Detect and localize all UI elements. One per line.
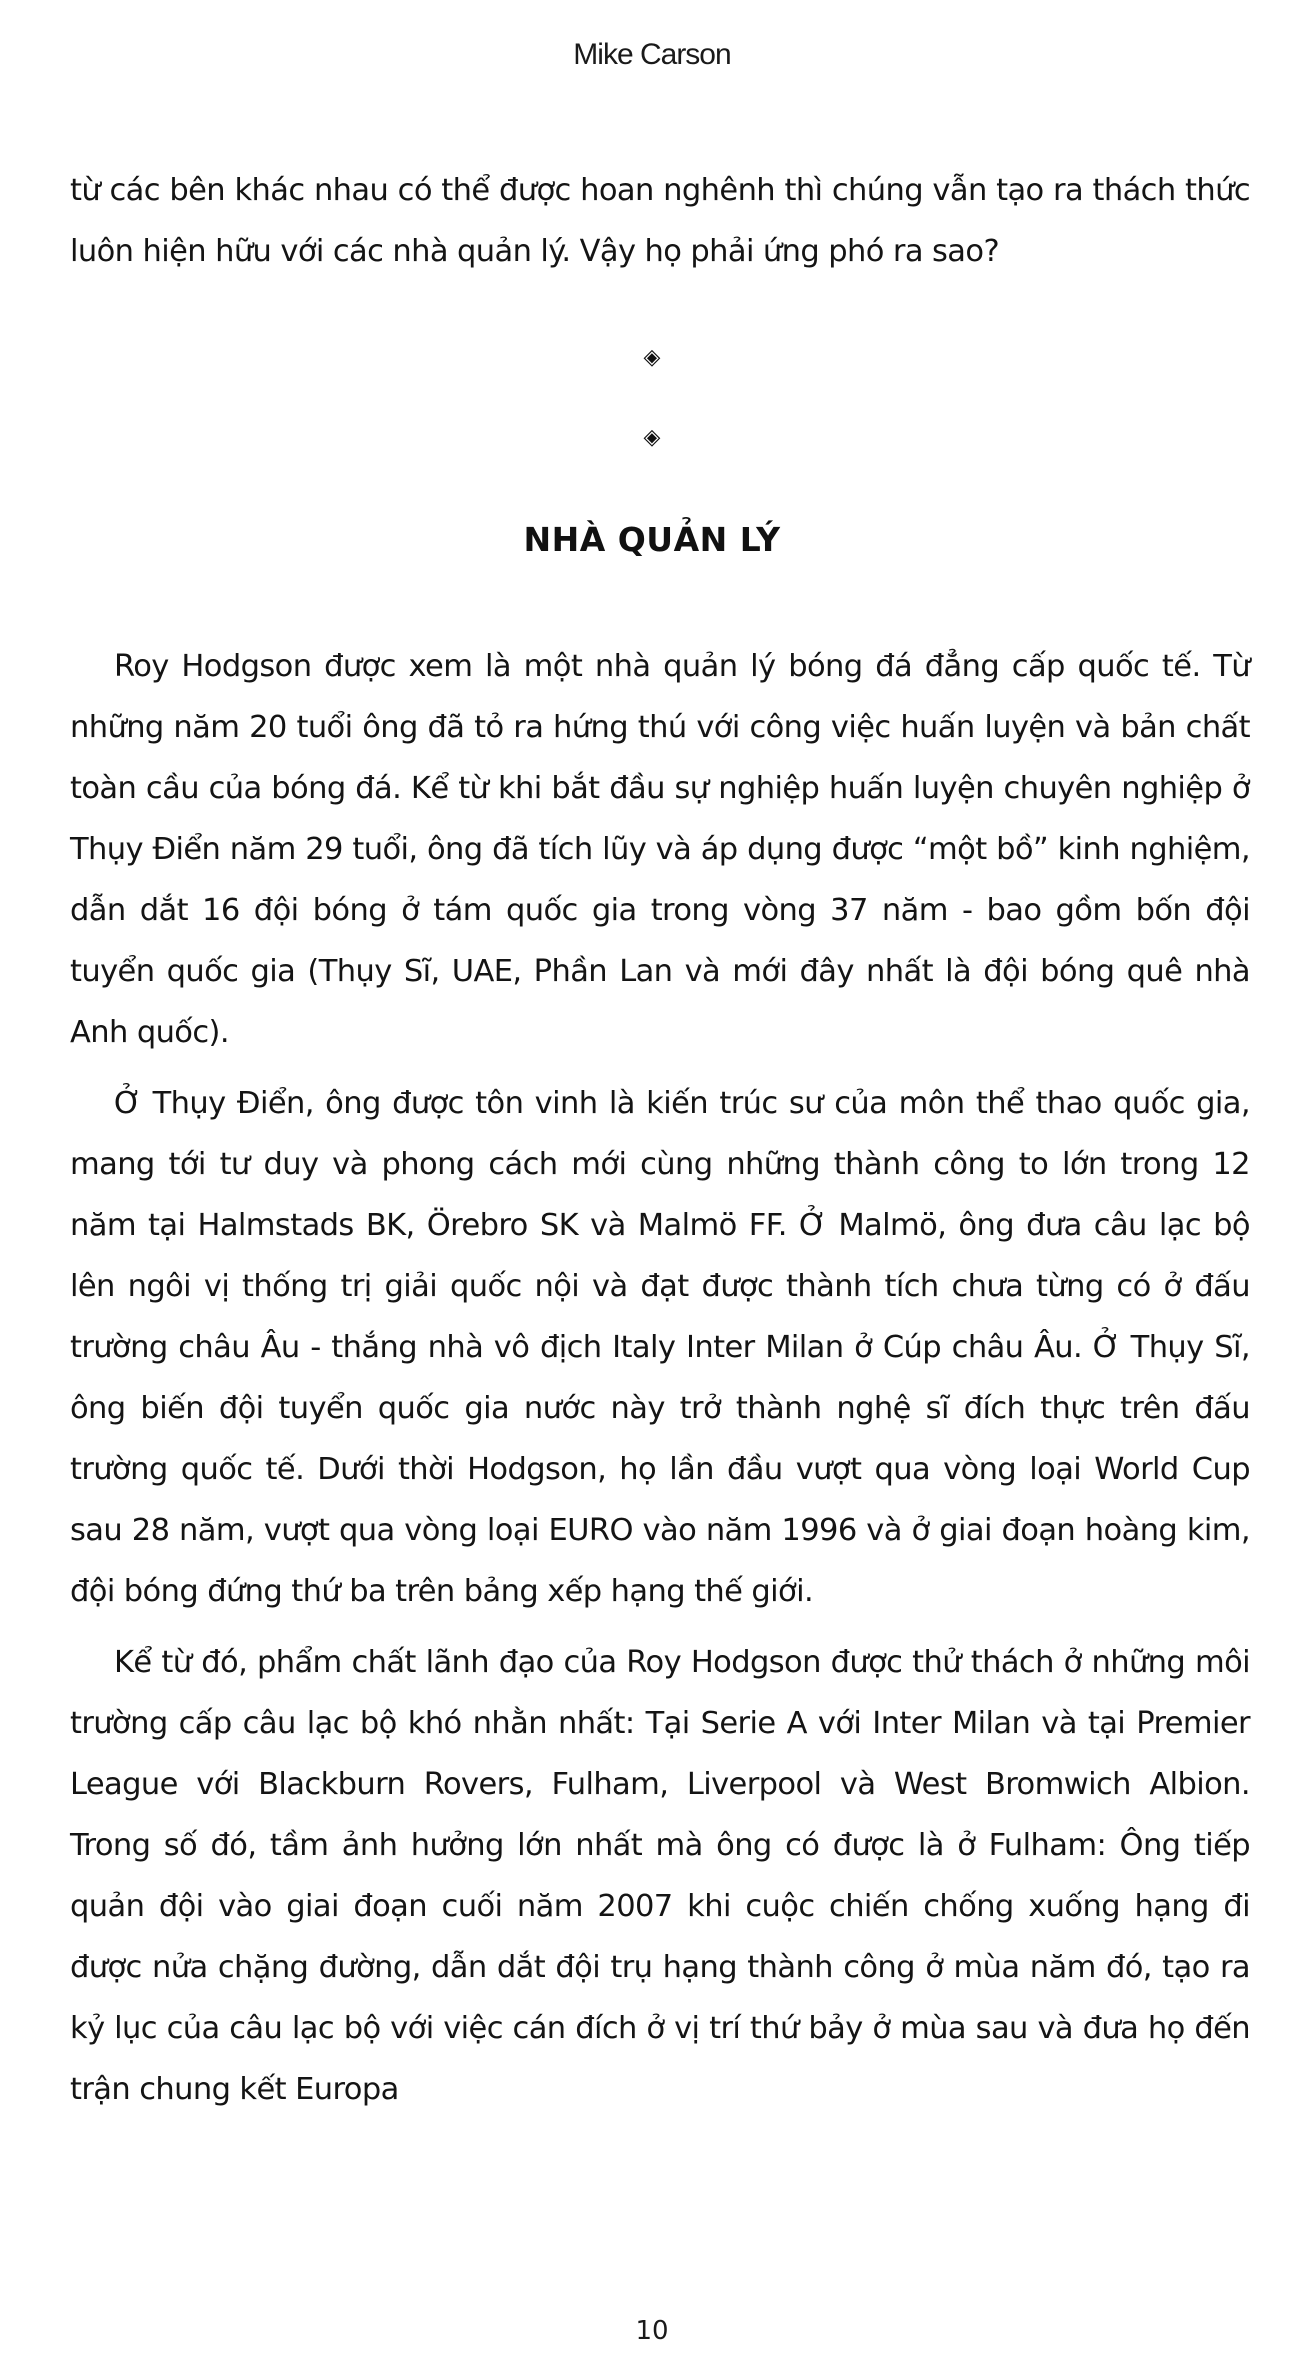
running-header-author: Mike Carson [573, 38, 731, 71]
intro-paragraph-text: từ các bên khác nhau có thể được hoan nghênh thì chúng vẫn tạo ra thách thức luôn hiện hữu với các nhà quản lý. Vậy họ phải ứng phó ra sao? [70, 173, 1250, 269]
body-paragraph-3: Kể từ đó, phẩm chất lãnh đạo của Roy Hodgson được thử thách ở những môi trường cấp câu lạc bộ khó nhằn nhất: Tại Serie A với Inter Milan và tại Premier League với Blackburn Rovers, Fulham, Liverpool và West Bromwich Albion. Trong số đó, tầm ảnh hưởng lớn nhất mà ông có được là ở Fulham: Ông tiếp quản đội vào giai đoạn cuối năm 2007 khi cuộc chiến chống xuống hạng đi được nửa chặng đường, dẫn dắt đội trụ hạng thành công ở mùa năm đó, tạo ra kỷ lục của câu lạc bộ với việc cán đích ở vị trí thứ bảy ở mùa sau và đưa họ đến trận chung kết Europa [70, 1645, 1250, 2107]
section-title: NHÀ QUẢN LÝ [523, 520, 781, 559]
ornament-diamond-icon: ◈ [643, 425, 661, 450]
main-body [70, 636, 1250, 2120]
body-paragraph-2: Ở Thụy Điển, ông được tôn vinh là kiến trúc sư của môn thể thao quốc gia, mang tới tư duy và phong cách mới cùng những thành công to lớn trong 12 năm tại Halmstads BK, Örebro SK và Malmö FF. Ở Malmö, ông đưa câu lạc bộ lên ngôi vị thống trị giải quốc nội và đạt được thành tích chưa từng có ở đấu trường châu Âu - thắng nhà vô địch Italy Inter Milan ở Cúp châu Âu. Ở Thụy Sĩ, ông biến đội tuyển quốc gia nước này trở thành nghệ sĩ đích thực trên đấu trường quốc tế. Dưới thời Hodgson, họ lần đầu vượt qua vòng loại World Cup sau 28 năm, vượt qua vòng loại EURO vào năm 1996 và ở giai đoạn hoàng kim, đội bóng đứng thứ ba trên bảng xếp hạng thế giới. [70, 1086, 1250, 1609]
intro-paragraph [70, 160, 1250, 282]
ornament-diamond-icon: ◈ [643, 345, 661, 370]
page-number: 10 [635, 2316, 669, 2346]
body-paragraph-1: Roy Hodgson được xem là một nhà quản lý bóng đá đẳng cấp quốc tế. Từ những năm 20 tuổi ông đã tỏ ra hứng thú với công việc huấn luyện và bản chất toàn cầu của bóng đá. Kể từ khi bắt đầu sự nghiệp huấn luyện chuyên nghiệp ở Thụy Điển năm 29 tuổi, ông đã tích lũy và áp dụng được “một bồ” kinh nghiệm, dẫn dắt 16 đội bóng ở tám quốc gia trong vòng 37 năm - bao gồm bốn đội tuyển quốc gia (Thụy Sĩ, UAE, Phần Lan và mới đây nhất là đội bóng quê nhà Anh quốc). [70, 649, 1250, 1050]
